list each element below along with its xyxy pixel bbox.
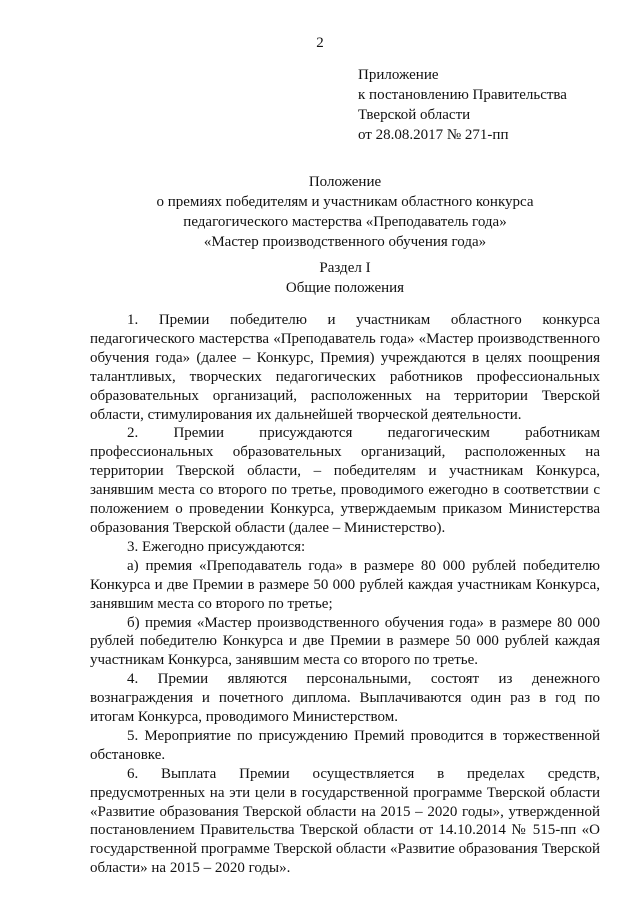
section-heading [90, 258, 600, 298]
appendix-line: Тверской области [358, 107, 471, 123]
appendix-line: к постановлению Правительства [358, 87, 567, 103]
section-number: Раздел I [319, 260, 371, 276]
title-line: «Мастер производственного обучения года» [203, 234, 487, 250]
appendix-block [358, 65, 567, 145]
paragraph: 4. Премии являются персональными, состоят из денежного вознаграждения и почетного диплома. Выплачиваются один раз в год по итогам Конкурса, проводимого Министерством. [90, 671, 600, 726]
document-title [90, 172, 600, 252]
appendix-line: от 28.08.2017 № 271-пп [358, 127, 509, 143]
appendix-line: Приложение [358, 67, 439, 83]
paragraph: 1. Премии победителю и участникам областного конкурса педагогического мастерства «Преподаватель года» «Мастер производственного обучения года» (далее – Конкурс, Премия) учреждаются в целях поощрения талантливых, творческих педагогических работников профессиональных образовательных организаций, расположенных на территории Тверской области, стимулирования их дальнейшей творческой деятельности. [90, 312, 600, 423]
paragraph: а) премия «Преподаватель года» в размере 80 000 рублей победителю Конкурса и две Премии в размере 50 000 рублей каждая участникам Конкурса, занявшим места со второго по третье; [90, 557, 600, 612]
page-number: 2 [316, 35, 324, 51]
paragraph: 5. Мероприятие по присуждению Премий проводится в торжественной обстановке. [90, 727, 600, 763]
title-line: Положение [308, 174, 382, 190]
document-body [90, 311, 600, 878]
paragraph: 6. Выплата Премии осуществляется в пределах средств, предусмотренных на эти цели в государственной программе Тверской области «Развитие образования Тверской области на 2015 – 2020 годы», утвержденной постановлением Правительства Тверской области от 14.10.2014 № 515-пп «О государственной программе Тверской области «Развитие образования Тверской области» на 2015 – 2020 годы». [90, 765, 600, 877]
paragraph: б) премия «Мастер производственного обучения года» в размере 80 000 рублей победителю Конкурса и две Премии в размере 50 000 рублей каждая участникам Конкурса, занявшим места со второго по третье. [90, 614, 600, 669]
title-line: о премиях победителям и участникам областного конкурса [156, 194, 534, 210]
paragraph: 2. Премии присуждаются педагогическим работникам профессиональных образовательных организаций, расположенных на территории Тверской области, – победителям и участникам Конкурса, занявшим места со второго по третье, проводимого ежегодно в соответствии с положением о проведении Конкурса, утверждаемым приказом Министерства образования Тверской области (далее – Министерство). [90, 425, 600, 536]
section-name: Общие положения [285, 280, 405, 296]
paragraph: 3. Ежегодно присуждаются: [127, 538, 306, 555]
title-line: педагогического мастерства «Преподаватель года» [183, 214, 507, 230]
